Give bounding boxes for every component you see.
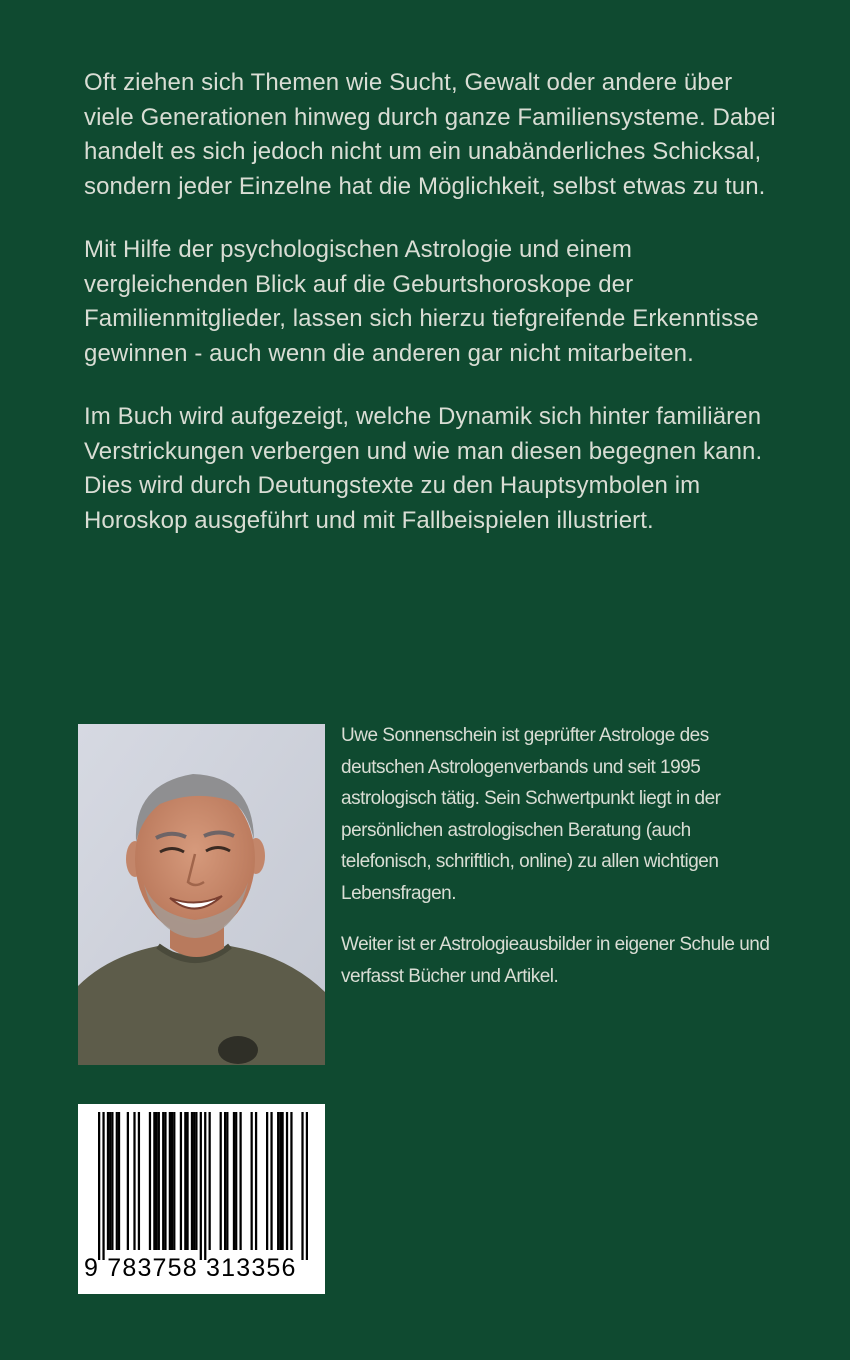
barcode-bar xyxy=(155,1112,157,1250)
barcode-bar xyxy=(164,1112,166,1250)
blurb-paragraph: Oft ziehen sich Themen wie Sucht, Gewalt oder andere über viele Generationen hinweg durch ganze Familiensysteme. Dabei handelt es sich jedoch nicht um ein unabänderliches Schicksal, sondern jeder Einzelne hat die Möglichkeit, selbst etwas zu tun. xyxy=(84,69,776,200)
barcode-bar xyxy=(173,1112,175,1250)
barcode-bar xyxy=(251,1112,253,1250)
barcode-bar xyxy=(191,1112,193,1250)
barcode-bar xyxy=(107,1112,109,1250)
barcode-bar xyxy=(195,1112,197,1250)
barcode-bar xyxy=(270,1112,272,1250)
author-bio-paragraph: Uwe Sonnenschein ist geprüfter Astrologe des deutschen Astrologenverbands und seit 1995 astrologisch tätig. Sein Schwertpunkt liegt in der persönlichen astrologischen Beratung (auch telefonisch, schriftlich, online) zu allen wichtigen Lebensfragen. xyxy=(341,725,721,904)
barcode-bar xyxy=(290,1112,292,1250)
barcode-bar xyxy=(158,1112,160,1250)
author-photo xyxy=(78,724,325,1065)
barcode-bar xyxy=(184,1112,186,1250)
barcode-bar xyxy=(226,1112,228,1250)
barcode-bar xyxy=(169,1112,171,1250)
barcode-bar xyxy=(277,1112,279,1250)
barcode-bar xyxy=(220,1112,222,1250)
barcode-bar xyxy=(235,1112,237,1250)
barcode-bar xyxy=(286,1112,288,1250)
barcode-bar xyxy=(204,1112,206,1260)
barcode-bar xyxy=(149,1112,151,1250)
barcode-bar xyxy=(186,1112,188,1250)
author-bio-paragraph: Weiter ist er Astrologieausbilder in eigener Schule und verfasst Bücher und Artikel. xyxy=(341,934,770,987)
barcode-bar xyxy=(116,1112,118,1250)
barcode-bar xyxy=(127,1112,129,1250)
barcode-bar xyxy=(193,1112,195,1250)
barcode-bar xyxy=(109,1112,111,1250)
barcode-bar xyxy=(153,1112,155,1250)
barcode-bar xyxy=(239,1112,241,1250)
author-bio xyxy=(341,720,781,1012)
barcode-bar xyxy=(102,1112,104,1260)
barcode-bar xyxy=(266,1112,268,1250)
barcode-bar xyxy=(162,1112,164,1250)
barcode-bar xyxy=(209,1112,211,1250)
isbn-barcode xyxy=(78,1104,325,1294)
barcode-bar xyxy=(171,1112,173,1250)
blurb-paragraph: Mit Hilfe der psychologischen Astrologie und einem vergleichenden Blick auf die Geburtshoroskope der Familienmitglieder, lassen sich hierzu tiefgreifende Erkenntisse gewinnen - auch wenn die anderen gar nicht mitarbeiten. xyxy=(84,236,759,367)
isbn-digits: 9 783758 313356 xyxy=(84,1254,297,1282)
barcode-bar xyxy=(98,1112,100,1260)
barcode-bar xyxy=(133,1112,135,1250)
barcode-bar xyxy=(138,1112,140,1250)
barcode-bar xyxy=(118,1112,120,1250)
barcode-bar xyxy=(233,1112,235,1250)
barcode-bar xyxy=(111,1112,113,1250)
barcode-bars xyxy=(98,1112,308,1260)
barcode-bar xyxy=(200,1112,202,1260)
barcode-bar xyxy=(306,1112,308,1260)
barcode-bar xyxy=(224,1112,226,1250)
barcode-bar xyxy=(180,1112,182,1250)
back-cover-blurb xyxy=(84,66,784,567)
barcode-bar xyxy=(281,1112,283,1250)
barcode-bar xyxy=(279,1112,281,1250)
barcode-bar xyxy=(301,1112,303,1260)
blurb-paragraph: Im Buch wird aufgezeigt, welche Dynamik sich hinter familiären Verstrickungen verbergen und wie man diesen begegnen kann. Dies wird durch Deutungstexte zu den Hauptsymbolen im Horoskop ausgeführt und mit Fallbeispielen illustriert. xyxy=(84,403,763,534)
barcode-bar xyxy=(255,1112,257,1250)
